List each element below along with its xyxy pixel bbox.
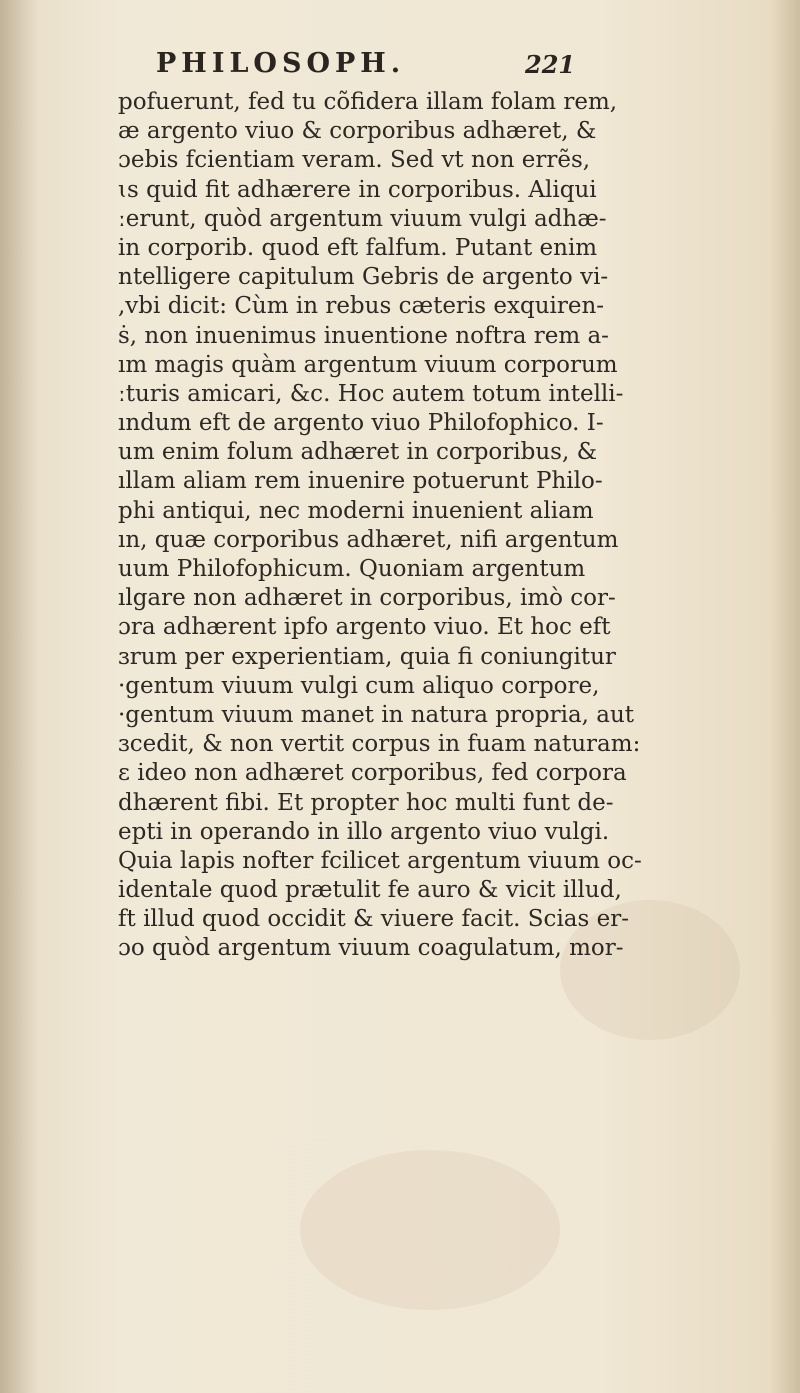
text-line: phi antiqui, nec moderni inuenient aliam [118,497,594,524]
text-line: ,vbi dicit: Cùm in rebus cæteris exquiren- [118,293,605,320]
text-line: ·gentum viuum vulgi cum aliquo corpore, [118,672,600,699]
text-line: ːerunt, quòd argentum viuum vulgi adhæ- [118,205,607,232]
text-line: dhærent fibi. Et propter hoc multi funt de- [118,789,614,816]
text-line: ıllam aliam rem inuenire potuerunt Philo- [118,468,603,495]
text-line: ɔra adhærent ipfo argento viuo. Et hoc eft [118,614,611,641]
paper-stain [300,1150,560,1310]
text-line: identale quod prætulit fe auro & vicit illud, [118,877,622,904]
text-line: ṡ, non inuenimus inuentione noftra rem a- [118,322,609,349]
text-line: ɩs quid fit adhærere in corporibus. Aliqui [118,176,597,203]
text-line: ɛ ideo non adhæret corporibus, fed corpora [118,760,627,787]
text-line: epti in operando in illo argento viuo vulgi. [118,818,610,845]
text-line: pofuerunt, fed tu cõfidera illam folam rem, [118,89,618,115]
text-line: ɔebis fcientiam veram. Sed vt non errẽs, [118,147,591,174]
show-through-text [0,80,70,860]
body-text [118,88,718,964]
running-title: PHILOSOPH. [156,48,406,79]
text-line: æ argento viuo & corporibus adhæret, & [118,118,597,145]
text-line: ındum eft de argento viuo Philofophico. I- [118,410,604,437]
text-line: ın, quæ corporibus adhæret, nifi argentum [118,526,619,553]
text-line: ft illud quod occidit & viuere facit. Scias er- [118,906,629,933]
text-line: Quia lapis nofter fcilicet argentum viuum oc- [118,847,642,874]
text-line: ntelligere capitulum Gebris de argento vi- [118,264,609,291]
text-line: ılgare non adhæret in corporibus, imò cor- [118,585,616,612]
text-line: ım magis quàm argentum viuum corporum [118,351,618,378]
text-line: in corporib. quod eft falfum. Putant enim [118,234,598,261]
text-line: ːturis amicari, &c. Hoc autem totum intelli- [118,380,624,407]
page-number: 221 [525,50,576,79]
text-line: uum Philofophicum. Quoniam argentum [118,556,586,582]
page-header [140,48,620,88]
text-line: ɔo quòd argentum viuum coagulatum, mor- [118,935,624,962]
text-line: um enim folum adhæret in corporibus, & [118,439,598,466]
text-line: ɜcedit, & non vertit corpus in fuam naturam: [118,731,641,758]
text-line: ·gentum viuum manet in natura propria, aut [118,701,635,728]
text-line: ɜrum per experientiam, quia fi coniungitur [118,643,616,670]
